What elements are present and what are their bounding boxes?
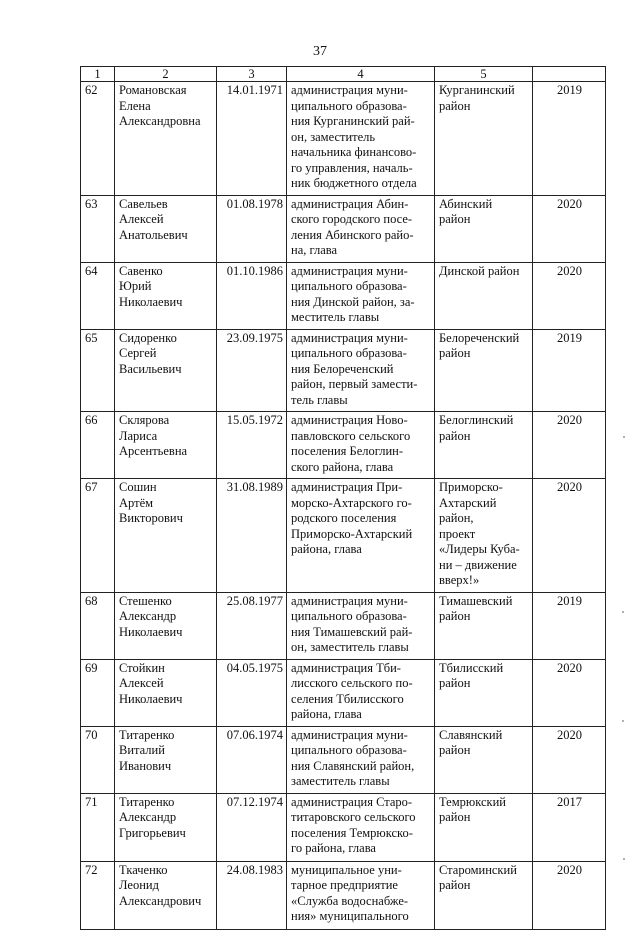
table-body (81, 82, 606, 930)
district: Курганинский район (435, 82, 533, 196)
organization-position: администрация муни- ципального образова- ния Курганинский рай- он, заместитель начальника финансово- го управления, началь- ник бюджетного отдела (287, 82, 435, 196)
district: Белоглинский район (435, 412, 533, 479)
row-number: 62 (81, 82, 115, 196)
organization-position: муниципальное уни- тарное предприятие «Служба водоснабже- ния» муниципального (287, 861, 435, 929)
organization-position: администрация муни- ципального образова- ния Славянский район, заместитель главы (287, 726, 435, 793)
table-row (81, 412, 606, 479)
year: 2020 (533, 262, 606, 329)
district: Динской район (435, 262, 533, 329)
birth-date: 07.12.1974 (217, 793, 287, 861)
year: 2020 (533, 479, 606, 593)
birth-date: 01.08.1978 (217, 195, 287, 262)
year: 2019 (533, 82, 606, 196)
row-number: 67 (81, 479, 115, 593)
row-number: 63 (81, 195, 115, 262)
organization-position: администрация Абин- ского городского посе- ления Абинского райо- на, глава (287, 195, 435, 262)
birth-date: 01.10.1986 (217, 262, 287, 329)
table-row (81, 659, 606, 726)
person-name: Титаренко Александр Григорьевич (115, 793, 217, 861)
organization-position: администрация Тби- лисского сельского по- селения Тбилисского района, глава (287, 659, 435, 726)
district: Белореченский район (435, 329, 533, 412)
table-row (81, 592, 606, 659)
person-name: Стойкин Алексей Николаевич (115, 659, 217, 726)
organization-position: администрация При- морско-Ахтарского го- родского поселения Приморско-Ахтарский района, глава (287, 479, 435, 593)
district: Абинский район (435, 195, 533, 262)
organization-position: администрация Старо- титаровского сельского поселения Темрюкско- го района, глава (287, 793, 435, 861)
person-name: Савенко Юрий Николаевич (115, 262, 217, 329)
person-name: Сидоренко Сергей Васильевич (115, 329, 217, 412)
district: Староминский район (435, 861, 533, 929)
district: Тбилисский район (435, 659, 533, 726)
year: 2019 (533, 329, 606, 412)
row-number: 69 (81, 659, 115, 726)
organization-position: администрация муни- ципального образова- ния Тимашевский рай- он, заместитель главы (287, 592, 435, 659)
birth-date: 23.09.1975 (217, 329, 287, 412)
year: 2020 (533, 861, 606, 929)
person-name: Титаренко Виталий Иванович (115, 726, 217, 793)
birth-date: 24.08.1983 (217, 861, 287, 929)
district: Славянский район (435, 726, 533, 793)
table-header (81, 67, 606, 82)
birth-date: 31.08.1989 (217, 479, 287, 593)
header-col-3: 3 (217, 67, 287, 82)
scan-dot (622, 720, 624, 722)
person-name: Сошин Артём Викторович (115, 479, 217, 593)
person-name: Ткаченко Леонид Александрович (115, 861, 217, 929)
header-row (81, 67, 606, 82)
organization-position: администрация муни- ципального образова- ния Белореченский район, первый замести- тель главы (287, 329, 435, 412)
row-number: 65 (81, 329, 115, 412)
birth-date: 04.05.1975 (217, 659, 287, 726)
table-row (81, 793, 606, 861)
header-col-5: 5 (435, 67, 533, 82)
header-col-1: 1 (81, 67, 115, 82)
birth-date: 07.06.1974 (217, 726, 287, 793)
row-number: 66 (81, 412, 115, 479)
person-name: Савельев Алексей Анатольевич (115, 195, 217, 262)
birth-date: 25.08.1977 (217, 592, 287, 659)
personnel-table (80, 66, 606, 930)
row-number: 68 (81, 592, 115, 659)
person-name: Романовская Елена Александровна (115, 82, 217, 196)
table-row (81, 861, 606, 929)
year: 2020 (533, 659, 606, 726)
district: Темрюкский район (435, 793, 533, 861)
district: Тимашевский район (435, 592, 533, 659)
person-name: Стешенко Александр Николаевич (115, 592, 217, 659)
year: 2017 (533, 793, 606, 861)
table-row (81, 726, 606, 793)
page-number: 37 (313, 44, 327, 59)
header-col-4: 4 (287, 67, 435, 82)
year: 2020 (533, 195, 606, 262)
organization-position: администрация муни- ципального образова- ния Динской район, за- меститель главы (287, 262, 435, 329)
table-row (81, 329, 606, 412)
row-number: 70 (81, 726, 115, 793)
row-number: 72 (81, 861, 115, 929)
person-name: Склярова Лариса Арсентьевна (115, 412, 217, 479)
row-number: 71 (81, 793, 115, 861)
table-row (81, 479, 606, 593)
header-col-6 (533, 67, 606, 82)
row-number: 64 (81, 262, 115, 329)
year: 2020 (533, 726, 606, 793)
table-row (81, 82, 606, 196)
table-row (81, 262, 606, 329)
scan-dot (622, 611, 624, 613)
year: 2020 (533, 412, 606, 479)
year: 2019 (533, 592, 606, 659)
header-col-2: 2 (115, 67, 217, 82)
organization-position: администрация Ново- павловского сельского поселения Белоглин- ского района, глава (287, 412, 435, 479)
district: Приморско- Ахтарский район, проект «Лидеры Куба- ни – движение вверх!» (435, 479, 533, 593)
birth-date: 15.05.1972 (217, 412, 287, 479)
table-row (81, 195, 606, 262)
scan-dot (623, 436, 625, 438)
birth-date: 14.01.1971 (217, 82, 287, 196)
scan-dot (623, 858, 625, 860)
